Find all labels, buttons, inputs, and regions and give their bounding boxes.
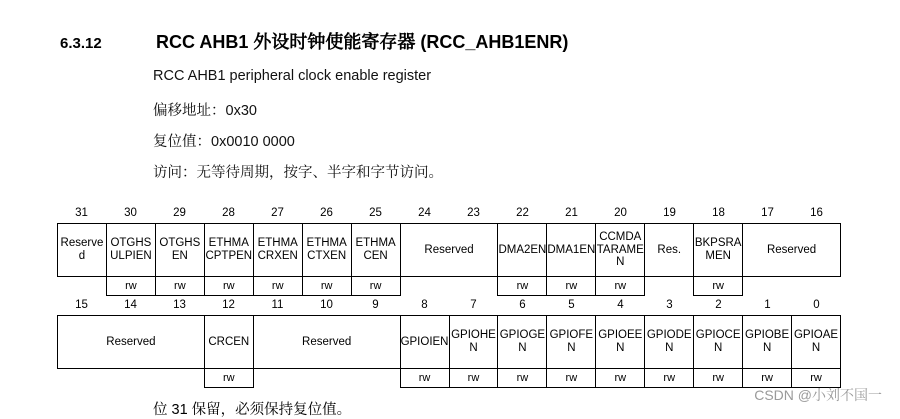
bitfield-name-cell: Reserved	[253, 316, 400, 369]
bitfield-access-cell: rw	[694, 369, 743, 388]
bit-number: 8	[421, 299, 428, 311]
register-subtitle: RCC AHB1 peripheral clock enable register	[153, 68, 432, 84]
bitfield-name-cell: ETHMACTXEN	[302, 224, 351, 277]
bitfield-access-cell: rw	[694, 277, 743, 296]
section-number: 6.3.12	[60, 35, 102, 52]
bit-number: 2	[715, 299, 722, 311]
bitfield-name-cell: Reserved	[743, 224, 841, 277]
bitfield-table-upper	[57, 223, 841, 296]
bitfield-access-cell: rw	[596, 277, 645, 296]
bitfield-name-cell: OTGHSULPIEN	[106, 224, 155, 277]
bit-number: 12	[222, 299, 235, 311]
bitfield-name-cell: BKPSRAMEN	[694, 224, 743, 277]
bitfield-name-row-lower	[58, 316, 841, 369]
bitfield-name-cell: CCMDATARAMEN	[596, 224, 645, 277]
watermark: CSDN @小刘不国一	[754, 387, 882, 403]
bit-number-row-upper	[57, 205, 841, 221]
bit-number: 6	[519, 299, 526, 311]
bitfield-access-cell-empty	[400, 277, 498, 296]
bit-number: 3	[666, 299, 673, 311]
bitfield-table-lower	[57, 315, 841, 388]
bitfield-access-cell: rw	[743, 369, 792, 388]
bit-number: 29	[173, 207, 186, 219]
bit-number: 20	[614, 207, 627, 219]
bitfield-name-cell: GPIOBEN	[743, 316, 792, 369]
bitfield-name-cell: GPIODEN	[645, 316, 694, 369]
bitfield-access-cell: rw	[645, 369, 694, 388]
bitfield-access-cell: rw	[204, 369, 253, 388]
offset-address: 偏移地址：0x30	[153, 103, 257, 119]
bitfield-access-cell: rw	[792, 369, 841, 388]
bitfield-name-cell: Reserved	[58, 224, 107, 277]
bitfield-name-cell: GPIOGEN	[498, 316, 547, 369]
bit-number: 7	[470, 299, 477, 311]
bitfield-access-cell: rw	[204, 277, 253, 296]
bit-number-row-lower	[57, 297, 841, 313]
bit-number: 24	[418, 207, 431, 219]
bit-number: 28	[222, 207, 235, 219]
register-table-lower	[57, 297, 841, 388]
bitfield-name-cell: DMA2EN	[498, 224, 547, 277]
bitfield-name-cell: ETHMACPTPEN	[204, 224, 253, 277]
bitfield-name-cell: GPIOHEN	[449, 316, 498, 369]
bitfield-name-cell: ETHMACEN	[351, 224, 400, 277]
bit-number: 30	[124, 207, 137, 219]
reset-value: 复位值：0x0010 0000	[153, 134, 295, 150]
register-table-upper	[57, 205, 841, 296]
bit-number: 26	[320, 207, 333, 219]
bitfield-name-cell: GPIOFEN	[547, 316, 596, 369]
bitfield-access-cell: rw	[547, 369, 596, 388]
bitfield-name-cell: GPIOEEN	[596, 316, 645, 369]
bitfield-name-cell: GPIOIEN	[400, 316, 449, 369]
bitfield-access-cell: rw	[449, 369, 498, 388]
bit-number: 15	[75, 299, 88, 311]
bit-number: 11	[271, 299, 284, 311]
bit-number: 17	[761, 207, 774, 219]
bitfield-access-cell: rw	[400, 369, 449, 388]
bit-number: 18	[712, 207, 725, 219]
page-title: RCC AHB1 外设时钟使能寄存器 (RCC_AHB1ENR)	[156, 32, 569, 52]
bit-number: 13	[173, 299, 186, 311]
bitfield-name-cell: GPIOAEN	[792, 316, 841, 369]
access-description: 访问：无等待周期，按字、半字和字节访问。	[153, 165, 443, 181]
bit-number: 21	[565, 207, 578, 219]
bit-number: 27	[271, 207, 284, 219]
bitfield-access-row-upper	[58, 277, 841, 296]
bit-number: 23	[467, 207, 480, 219]
bitfield-access-cell-empty	[58, 369, 205, 388]
footer-note: 位 31 保留，必须保持复位值。	[153, 402, 352, 418]
bitfield-access-cell-empty	[58, 277, 107, 296]
bitfield-name-cell: Reserved	[58, 316, 205, 369]
bit-number: 9	[372, 299, 379, 311]
bitfield-access-row-lower	[58, 369, 841, 388]
bit-number: 31	[75, 207, 88, 219]
bitfield-name-row-upper	[58, 224, 841, 277]
bit-number: 14	[124, 299, 137, 311]
bit-number: 25	[369, 207, 382, 219]
bitfield-name-cell: Reserved	[400, 224, 498, 277]
bit-number: 0	[813, 299, 820, 311]
bitfield-access-cell: rw	[106, 277, 155, 296]
bit-number: 16	[810, 207, 823, 219]
bitfield-access-cell-empty	[645, 277, 694, 296]
bitfield-access-cell: rw	[596, 369, 645, 388]
bitfield-name-cell: DMA1EN	[547, 224, 596, 277]
bitfield-name-cell: OTGHSEN	[155, 224, 204, 277]
bitfield-access-cell-empty	[743, 277, 841, 296]
bit-number: 22	[516, 207, 529, 219]
bitfield-name-cell: ETHMACRXEN	[253, 224, 302, 277]
bit-number: 4	[617, 299, 624, 311]
section-heading	[60, 28, 860, 54]
bitfield-access-cell: rw	[253, 277, 302, 296]
bitfield-access-cell-empty	[253, 369, 400, 388]
bitfield-name-cell: Res.	[645, 224, 694, 277]
bitfield-name-cell: CRCEN	[204, 316, 253, 369]
bit-number: 1	[764, 299, 771, 311]
bitfield-access-cell: rw	[351, 277, 400, 296]
bit-number: 10	[320, 299, 333, 311]
bitfield-name-cell: GPIOCEN	[694, 316, 743, 369]
bit-number: 5	[568, 299, 575, 311]
bitfield-access-cell: rw	[498, 369, 547, 388]
bitfield-access-cell: rw	[547, 277, 596, 296]
bitfield-access-cell: rw	[302, 277, 351, 296]
bitfield-access-cell: rw	[155, 277, 204, 296]
bitfield-access-cell: rw	[498, 277, 547, 296]
bit-number: 19	[663, 207, 676, 219]
